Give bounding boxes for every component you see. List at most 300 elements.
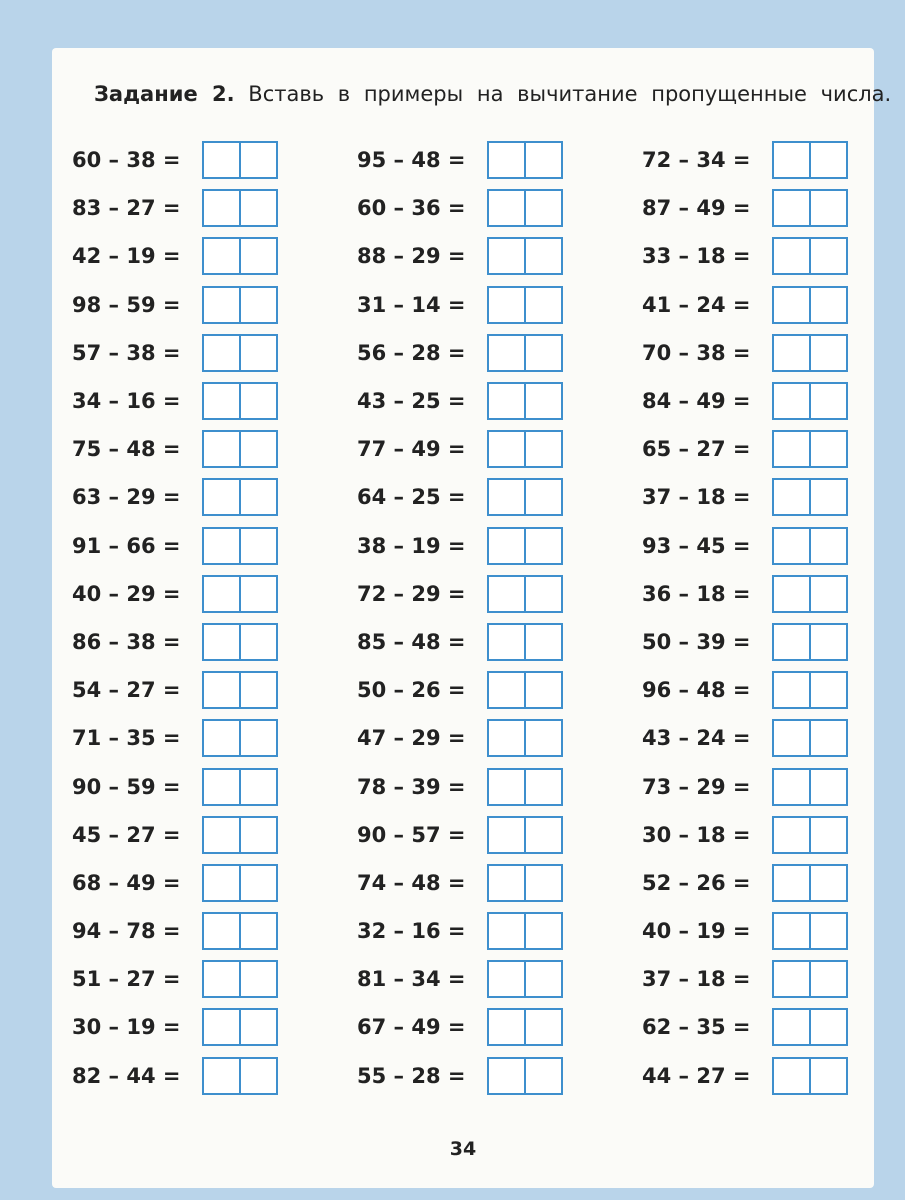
answer-box[interactable] [202, 575, 278, 613]
answer-box[interactable] [772, 1057, 848, 1095]
answer-cell-ones[interactable] [524, 818, 561, 852]
answer-box[interactable] [772, 960, 848, 998]
exercise-row [72, 184, 278, 232]
answer-cell-ones[interactable] [239, 239, 276, 273]
answer-box[interactable] [772, 478, 848, 516]
answer-cell-tens[interactable] [204, 962, 239, 996]
answer-box[interactable] [202, 719, 278, 757]
answer-cell-ones[interactable] [524, 529, 561, 563]
task-text: Вставь в примеры на вычитание пропущенные числа. [248, 82, 892, 106]
answer-cell-ones[interactable] [524, 625, 561, 659]
answer-cell-tens[interactable] [204, 143, 239, 177]
answer-cell-tens[interactable] [774, 673, 809, 707]
exercise-row [72, 473, 278, 521]
answer-box[interactable] [202, 864, 278, 902]
answer-cell-tens[interactable] [204, 866, 239, 900]
exercise-row [72, 762, 278, 810]
answer-cell-ones[interactable] [809, 577, 846, 611]
exercise-row [72, 281, 278, 329]
answer-cell-ones[interactable] [809, 336, 846, 370]
answer-box[interactable] [772, 382, 848, 420]
subtraction-expression: 45 – 27 = [72, 822, 181, 847]
subtraction-expression: 85 – 48 = [357, 629, 466, 654]
answer-box[interactable] [202, 478, 278, 516]
exercise-row [72, 425, 278, 473]
answer-cell-ones[interactable] [524, 384, 561, 418]
answer-cell-tens[interactable] [774, 818, 809, 852]
subtraction-expression: 40 – 29 = [72, 581, 181, 606]
answer-box[interactable] [772, 623, 848, 661]
subtraction-expression: 63 – 29 = [72, 485, 181, 510]
subtraction-expression: 34 – 16 = [72, 389, 181, 414]
answer-box[interactable] [487, 816, 563, 854]
answer-cell-ones[interactable] [809, 191, 846, 225]
answer-box[interactable] [772, 719, 848, 757]
answer-cell-tens[interactable] [204, 577, 239, 611]
answer-cell-tens[interactable] [489, 384, 524, 418]
subtraction-expression: 40 – 19 = [642, 919, 751, 944]
answer-box[interactable] [202, 237, 278, 275]
answer-cell-tens[interactable] [489, 480, 524, 514]
subtraction-expression: 86 – 38 = [72, 629, 181, 654]
answer-cell-tens[interactable] [489, 529, 524, 563]
answer-cell-ones[interactable] [524, 239, 561, 273]
answer-cell-ones[interactable] [239, 1059, 276, 1093]
answer-cell-ones[interactable] [809, 962, 846, 996]
subtraction-expression: 41 – 24 = [642, 292, 751, 317]
answer-cell-ones[interactable] [809, 239, 846, 273]
answer-cell-ones[interactable] [239, 914, 276, 948]
exercise-row [357, 136, 563, 184]
subtraction-expression: 60 – 36 = [357, 196, 466, 221]
answer-cell-tens[interactable] [774, 191, 809, 225]
answer-box[interactable] [772, 189, 848, 227]
exercise-row [642, 1003, 848, 1051]
subtraction-expression: 43 – 25 = [357, 389, 466, 414]
answer-cell-ones[interactable] [524, 143, 561, 177]
answer-box[interactable] [487, 623, 563, 661]
exercise-row [642, 522, 848, 570]
answer-cell-ones[interactable] [239, 288, 276, 322]
answer-box[interactable] [202, 816, 278, 854]
subtraction-expression: 90 – 57 = [357, 822, 466, 847]
answer-box[interactable] [772, 527, 848, 565]
answer-cell-ones[interactable] [239, 191, 276, 225]
answer-cell-tens[interactable] [489, 432, 524, 466]
answer-cell-tens[interactable] [204, 1059, 239, 1093]
answer-cell-tens[interactable] [774, 962, 809, 996]
subtraction-expression: 31 – 14 = [357, 292, 466, 317]
answer-cell-ones[interactable] [239, 673, 276, 707]
exercise-row [72, 955, 278, 1003]
exercise-row [642, 714, 848, 762]
exercise-row [357, 473, 563, 521]
subtraction-expression: 77 – 49 = [357, 437, 466, 462]
answer-cell-ones[interactable] [239, 1010, 276, 1044]
subtraction-expression: 73 – 29 = [642, 774, 751, 799]
answer-cell-tens[interactable] [204, 625, 239, 659]
answer-box[interactable] [772, 1008, 848, 1046]
exercise-row [357, 232, 563, 280]
subtraction-expression: 36 – 18 = [642, 581, 751, 606]
answer-cell-ones[interactable] [239, 577, 276, 611]
answer-box[interactable] [202, 623, 278, 661]
exercise-row [642, 666, 848, 714]
exercise-row [357, 714, 563, 762]
subtraction-expression: 37 – 18 = [642, 485, 751, 510]
answer-cell-tens[interactable] [774, 480, 809, 514]
answer-box[interactable] [772, 286, 848, 324]
answer-cell-ones[interactable] [239, 866, 276, 900]
answer-cell-tens[interactable] [774, 866, 809, 900]
answer-cell-tens[interactable] [774, 239, 809, 273]
answer-box[interactable] [202, 189, 278, 227]
answer-cell-tens[interactable] [489, 818, 524, 852]
answer-cell-tens[interactable] [774, 1010, 809, 1044]
answer-cell-ones[interactable] [524, 1059, 561, 1093]
exercise-row [72, 377, 278, 425]
answer-cell-tens[interactable] [774, 143, 809, 177]
exercise-row [642, 859, 848, 907]
exercise-row [357, 377, 563, 425]
answer-cell-tens[interactable] [489, 1059, 524, 1093]
subtraction-expression: 55 – 28 = [357, 1063, 466, 1088]
answer-box[interactable] [772, 334, 848, 372]
answer-cell-tens[interactable] [204, 770, 239, 804]
subtraction-expression: 30 – 19 = [72, 1015, 181, 1040]
answer-cell-ones[interactable] [809, 288, 846, 322]
answer-cell-tens[interactable] [489, 914, 524, 948]
answer-cell-tens[interactable] [489, 288, 524, 322]
answer-cell-tens[interactable] [204, 673, 239, 707]
answer-box[interactable] [487, 719, 563, 757]
exercise-row [642, 184, 848, 232]
exercise-row [357, 570, 563, 618]
answer-cell-ones[interactable] [524, 962, 561, 996]
exercise-row [72, 714, 278, 762]
answer-cell-ones[interactable] [809, 914, 846, 948]
answer-cell-ones[interactable] [239, 336, 276, 370]
answer-box[interactable] [772, 864, 848, 902]
answer-cell-tens[interactable] [204, 1010, 239, 1044]
answer-cell-tens[interactable] [204, 336, 239, 370]
answer-cell-ones[interactable] [809, 770, 846, 804]
answer-cell-tens[interactable] [204, 239, 239, 273]
answer-cell-ones[interactable] [239, 384, 276, 418]
exercise-column-1 [72, 136, 278, 1100]
exercise-row [642, 136, 848, 184]
exercise-row [72, 811, 278, 859]
exercise-row [357, 281, 563, 329]
answer-box[interactable] [487, 1008, 563, 1046]
answer-cell-tens[interactable] [774, 721, 809, 755]
answer-box[interactable] [202, 768, 278, 806]
answer-box[interactable] [487, 912, 563, 950]
answer-box[interactable] [772, 430, 848, 468]
exercise-row [642, 281, 848, 329]
answer-cell-tens[interactable] [489, 962, 524, 996]
answer-cell-tens[interactable] [774, 288, 809, 322]
answer-cell-ones[interactable] [239, 625, 276, 659]
answer-cell-ones[interactable] [809, 1010, 846, 1044]
answer-box[interactable] [487, 478, 563, 516]
answer-cell-tens[interactable] [774, 914, 809, 948]
subtraction-expression: 50 – 26 = [357, 678, 466, 703]
task-heading [94, 82, 892, 106]
answer-box[interactable] [487, 671, 563, 709]
answer-box[interactable] [772, 912, 848, 950]
answer-box[interactable] [487, 1057, 563, 1095]
answer-cell-ones[interactable] [524, 1010, 561, 1044]
answer-cell-ones[interactable] [239, 143, 276, 177]
subtraction-expression: 33 – 18 = [642, 244, 751, 269]
answer-cell-ones[interactable] [239, 432, 276, 466]
answer-cell-ones[interactable] [809, 625, 846, 659]
answer-box[interactable] [202, 527, 278, 565]
exercise-row [642, 955, 848, 1003]
exercise-row [642, 811, 848, 859]
answer-cell-ones[interactable] [524, 866, 561, 900]
exercise-row [72, 522, 278, 570]
answer-box[interactable] [202, 286, 278, 324]
answer-cell-ones[interactable] [809, 480, 846, 514]
answer-cell-tens[interactable] [774, 336, 809, 370]
subtraction-expression: 88 – 29 = [357, 244, 466, 269]
exercise-row [642, 570, 848, 618]
exercise-row [357, 618, 563, 666]
subtraction-expression: 51 – 27 = [72, 967, 181, 992]
answer-cell-tens[interactable] [204, 191, 239, 225]
answer-cell-ones[interactable] [524, 288, 561, 322]
subtraction-expression: 57 – 38 = [72, 340, 181, 365]
subtraction-expression: 91 – 66 = [72, 533, 181, 558]
answer-cell-ones[interactable] [239, 962, 276, 996]
answer-cell-ones[interactable] [239, 770, 276, 804]
answer-box[interactable] [487, 286, 563, 324]
answer-cell-tens[interactable] [489, 1010, 524, 1044]
exercise-column-2 [357, 136, 563, 1100]
subtraction-expression: 98 – 59 = [72, 292, 181, 317]
answer-cell-tens[interactable] [489, 866, 524, 900]
exercise-row [72, 329, 278, 377]
answer-box[interactable] [202, 1008, 278, 1046]
answer-box[interactable] [487, 960, 563, 998]
answer-cell-tens[interactable] [204, 818, 239, 852]
answer-cell-ones[interactable] [524, 336, 561, 370]
answer-box[interactable] [487, 237, 563, 275]
exercise-row [357, 329, 563, 377]
answer-cell-tens[interactable] [489, 577, 524, 611]
answer-box[interactable] [202, 912, 278, 950]
subtraction-expression: 82 – 44 = [72, 1063, 181, 1088]
answer-cell-ones[interactable] [524, 191, 561, 225]
subtraction-expression: 96 – 48 = [642, 678, 751, 703]
exercise-column-3 [642, 136, 848, 1100]
subtraction-expression: 72 – 34 = [642, 148, 751, 173]
answer-box[interactable] [772, 141, 848, 179]
subtraction-expression: 94 – 78 = [72, 919, 181, 944]
answer-cell-ones[interactable] [809, 432, 846, 466]
answer-box[interactable] [772, 768, 848, 806]
answer-cell-tens[interactable] [204, 384, 239, 418]
answer-box[interactable] [202, 671, 278, 709]
exercise-row [72, 136, 278, 184]
workbook-page [52, 48, 892, 1188]
subtraction-expression: 62 – 35 = [642, 1015, 751, 1040]
exercise-row [72, 907, 278, 955]
answer-box[interactable] [772, 816, 848, 854]
subtraction-expression: 47 – 29 = [357, 726, 466, 751]
exercise-row [642, 762, 848, 810]
answer-cell-tens[interactable] [489, 721, 524, 755]
answer-box[interactable] [202, 1057, 278, 1095]
exercise-row [357, 907, 563, 955]
answer-cell-ones[interactable] [524, 914, 561, 948]
answer-box[interactable] [487, 527, 563, 565]
exercise-row [357, 1003, 563, 1051]
answer-box[interactable] [487, 141, 563, 179]
answer-cell-ones[interactable] [809, 673, 846, 707]
answer-cell-ones[interactable] [809, 384, 846, 418]
answer-box[interactable] [487, 334, 563, 372]
exercise-row [642, 425, 848, 473]
answer-cell-ones[interactable] [524, 770, 561, 804]
answer-cell-tens[interactable] [774, 384, 809, 418]
answer-cell-ones[interactable] [239, 529, 276, 563]
answer-cell-ones[interactable] [524, 432, 561, 466]
exercise-row [72, 1052, 278, 1100]
subtraction-expression: 44 – 27 = [642, 1063, 751, 1088]
answer-cell-tens[interactable] [204, 480, 239, 514]
exercise-row [357, 762, 563, 810]
answer-cell-tens[interactable] [774, 1059, 809, 1093]
exercise-row [357, 184, 563, 232]
exercise-row [357, 811, 563, 859]
exercise-row [642, 377, 848, 425]
exercise-row [357, 425, 563, 473]
exercise-row [642, 232, 848, 280]
subtraction-expression: 70 – 38 = [642, 340, 751, 365]
subtraction-expression: 37 – 18 = [642, 967, 751, 992]
subtraction-expression: 90 – 59 = [72, 774, 181, 799]
answer-cell-ones[interactable] [239, 818, 276, 852]
subtraction-expression: 52 – 26 = [642, 870, 751, 895]
answer-box[interactable] [487, 430, 563, 468]
answer-cell-tens[interactable] [774, 625, 809, 659]
subtraction-expression: 65 – 27 = [642, 437, 751, 462]
exercise-row [72, 570, 278, 618]
subtraction-expression: 38 – 19 = [357, 533, 466, 558]
subtraction-expression: 43 – 24 = [642, 726, 751, 751]
answer-cell-ones[interactable] [809, 721, 846, 755]
exercise-row [72, 666, 278, 714]
answer-cell-ones[interactable] [809, 143, 846, 177]
answer-box[interactable] [487, 189, 563, 227]
answer-cell-tens[interactable] [489, 625, 524, 659]
answer-cell-tens[interactable] [489, 239, 524, 273]
answer-cell-ones[interactable] [524, 577, 561, 611]
answer-cell-tens[interactable] [489, 336, 524, 370]
exercise-row [642, 907, 848, 955]
answer-cell-tens[interactable] [774, 577, 809, 611]
answer-cell-tens[interactable] [774, 529, 809, 563]
subtraction-expression: 50 – 39 = [642, 629, 751, 654]
subtraction-expression: 71 – 35 = [72, 726, 181, 751]
subtraction-expression: 75 – 48 = [72, 437, 181, 462]
subtraction-expression: 87 – 49 = [642, 196, 751, 221]
answer-cell-ones[interactable] [809, 818, 846, 852]
answer-cell-tens[interactable] [489, 143, 524, 177]
subtraction-expression: 84 – 49 = [642, 389, 751, 414]
subtraction-expression: 42 – 19 = [72, 244, 181, 269]
subtraction-expression: 67 – 49 = [357, 1015, 466, 1040]
answer-box[interactable] [487, 864, 563, 902]
answer-cell-tens[interactable] [204, 914, 239, 948]
answer-box[interactable] [772, 671, 848, 709]
subtraction-expression: 74 – 48 = [357, 870, 466, 895]
answer-cell-ones[interactable] [239, 721, 276, 755]
answer-cell-tens[interactable] [489, 770, 524, 804]
answer-cell-tens[interactable] [204, 529, 239, 563]
answer-cell-tens[interactable] [774, 770, 809, 804]
exercise-row [357, 859, 563, 907]
answer-cell-ones[interactable] [809, 529, 846, 563]
answer-cell-tens[interactable] [204, 288, 239, 322]
answer-cell-tens[interactable] [489, 191, 524, 225]
answer-cell-tens[interactable] [774, 432, 809, 466]
subtraction-expression: 93 – 45 = [642, 533, 751, 558]
answer-box[interactable] [772, 237, 848, 275]
answer-box[interactable] [487, 575, 563, 613]
exercise-row [642, 1052, 848, 1100]
answer-box[interactable] [202, 382, 278, 420]
answer-cell-tens[interactable] [204, 721, 239, 755]
answer-cell-tens[interactable] [489, 673, 524, 707]
exercise-row [72, 618, 278, 666]
subtraction-expression: 32 – 16 = [357, 919, 466, 944]
subtraction-expression: 72 – 29 = [357, 581, 466, 606]
answer-cell-ones[interactable] [239, 480, 276, 514]
answer-cell-ones[interactable] [524, 480, 561, 514]
answer-box[interactable] [487, 768, 563, 806]
answer-cell-ones[interactable] [524, 721, 561, 755]
exercise-row [357, 666, 563, 714]
subtraction-expression: 81 – 34 = [357, 967, 466, 992]
answer-box[interactable] [202, 334, 278, 372]
page-number: 34 [449, 1138, 477, 1160]
answer-cell-ones[interactable] [809, 866, 846, 900]
task-label: Задание 2. [94, 82, 235, 106]
exercise-row [642, 618, 848, 666]
answer-box[interactable] [487, 382, 563, 420]
answer-box[interactable] [202, 141, 278, 179]
subtraction-expression: 30 – 18 = [642, 822, 751, 847]
exercise-row [72, 232, 278, 280]
answer-box[interactable] [202, 430, 278, 468]
subtraction-expression: 64 – 25 = [357, 485, 466, 510]
subtraction-expression: 78 – 39 = [357, 774, 466, 799]
exercise-row [642, 473, 848, 521]
answer-cell-ones[interactable] [524, 673, 561, 707]
exercise-row [357, 955, 563, 1003]
answer-cell-ones[interactable] [809, 1059, 846, 1093]
answer-box[interactable] [202, 960, 278, 998]
exercise-row [357, 522, 563, 570]
subtraction-expression: 56 – 28 = [357, 340, 466, 365]
answer-cell-tens[interactable] [204, 432, 239, 466]
answer-box[interactable] [772, 575, 848, 613]
subtraction-expression: 54 – 27 = [72, 678, 181, 703]
